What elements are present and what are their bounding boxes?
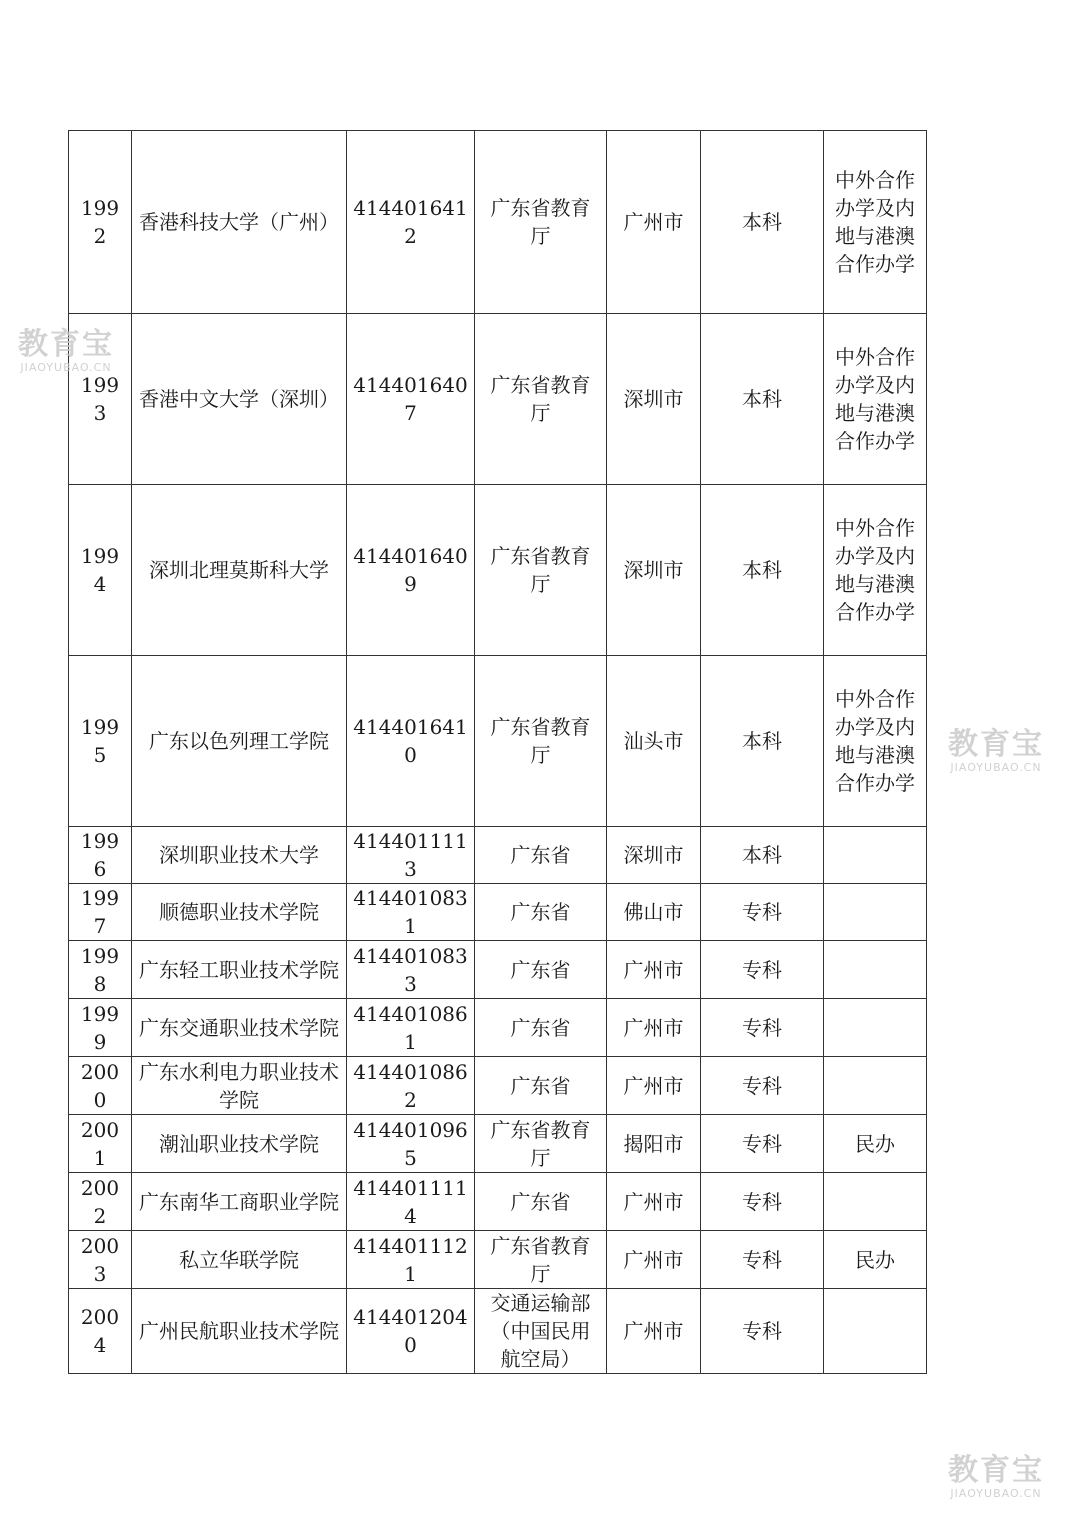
watermark-brand: 教育宝 bbox=[948, 1453, 1044, 1488]
note: 中外合作办学及内地与港澳合作办学 bbox=[824, 131, 927, 314]
school-code: 4144010862 bbox=[347, 1057, 475, 1115]
table-body bbox=[69, 131, 927, 1374]
school-name: 广东交通职业技术学院 bbox=[132, 999, 347, 1057]
row-index: 1996 bbox=[69, 827, 132, 884]
education-level: 专科 bbox=[701, 1289, 824, 1374]
table-row bbox=[69, 131, 927, 314]
watermark-logo bbox=[948, 728, 1044, 774]
row-index: 2002 bbox=[69, 1173, 132, 1231]
authority: 广东省 bbox=[475, 1173, 607, 1231]
note bbox=[824, 1057, 927, 1115]
authority: 广东省 bbox=[475, 999, 607, 1057]
note bbox=[824, 827, 927, 884]
education-level: 本科 bbox=[701, 131, 824, 314]
education-level: 专科 bbox=[701, 941, 824, 999]
note bbox=[824, 941, 927, 999]
table-row bbox=[69, 999, 927, 1057]
authority: 广东省教育厅 bbox=[475, 485, 607, 656]
note: 民办 bbox=[824, 1115, 927, 1173]
note: 民办 bbox=[824, 1231, 927, 1289]
row-index: 1992 bbox=[69, 131, 132, 314]
city: 广州市 bbox=[607, 1289, 701, 1374]
note bbox=[824, 999, 927, 1057]
watermark-logo bbox=[948, 1454, 1044, 1500]
watermark-brand: 教育宝 bbox=[948, 727, 1044, 762]
row-index: 2003 bbox=[69, 1231, 132, 1289]
education-level: 专科 bbox=[701, 1115, 824, 1173]
education-level: 专科 bbox=[701, 1173, 824, 1231]
education-level: 本科 bbox=[701, 314, 824, 485]
authority: 广东省教育厅 bbox=[475, 131, 607, 314]
education-level: 专科 bbox=[701, 1057, 824, 1115]
row-index: 1998 bbox=[69, 941, 132, 999]
watermark-brand: 教育宝 bbox=[18, 327, 114, 362]
school-code: 4144010831 bbox=[347, 884, 475, 941]
school-code: 4144016407 bbox=[347, 314, 475, 485]
city: 广州市 bbox=[607, 1057, 701, 1115]
authority: 广东省 bbox=[475, 1057, 607, 1115]
table-row bbox=[69, 314, 927, 485]
education-level: 本科 bbox=[701, 485, 824, 656]
school-code: 4144011121 bbox=[347, 1231, 475, 1289]
table-row bbox=[69, 1289, 927, 1374]
watermark-domain: JIAOYUBAO.CN bbox=[950, 761, 1042, 774]
school-name: 深圳北理莫斯科大学 bbox=[132, 485, 347, 656]
school-code: 4144010861 bbox=[347, 999, 475, 1057]
table-row bbox=[69, 485, 927, 656]
watermark-logo bbox=[18, 328, 114, 374]
row-index: 2004 bbox=[69, 1289, 132, 1374]
school-list-table bbox=[68, 130, 927, 1374]
education-level: 专科 bbox=[701, 1231, 824, 1289]
authority: 广东省教育厅 bbox=[475, 314, 607, 485]
school-name: 顺德职业技术学院 bbox=[132, 884, 347, 941]
school-code: 4144016409 bbox=[347, 485, 475, 656]
authority: 广东省 bbox=[475, 884, 607, 941]
watermark-domain: JIAOYUBAO.CN bbox=[950, 1487, 1042, 1500]
authority: 广东省教育厅 bbox=[475, 1231, 607, 1289]
school-code: 4144016410 bbox=[347, 656, 475, 827]
city: 深圳市 bbox=[607, 314, 701, 485]
school-name: 深圳职业技术大学 bbox=[132, 827, 347, 884]
school-name: 私立华联学院 bbox=[132, 1231, 347, 1289]
school-code: 4144010833 bbox=[347, 941, 475, 999]
city: 佛山市 bbox=[607, 884, 701, 941]
school-code: 4144016412 bbox=[347, 131, 475, 314]
school-name: 广州民航职业技术学院 bbox=[132, 1289, 347, 1374]
school-name: 潮汕职业技术学院 bbox=[132, 1115, 347, 1173]
authority: 广东省教育厅 bbox=[475, 1115, 607, 1173]
authority: 广东省 bbox=[475, 941, 607, 999]
school-code: 4144010965 bbox=[347, 1115, 475, 1173]
watermark-domain: JIAOYUBAO.CN bbox=[20, 361, 112, 374]
authority: 广东省 bbox=[475, 827, 607, 884]
city: 深圳市 bbox=[607, 827, 701, 884]
table-row bbox=[69, 1173, 927, 1231]
education-level: 本科 bbox=[701, 827, 824, 884]
table-row bbox=[69, 656, 927, 827]
school-name: 香港科技大学（广州） bbox=[132, 131, 347, 314]
city: 广州市 bbox=[607, 1231, 701, 1289]
note: 中外合作办学及内地与港澳合作办学 bbox=[824, 656, 927, 827]
row-index: 1993 bbox=[69, 314, 132, 485]
school-code: 4144011113 bbox=[347, 827, 475, 884]
table-row bbox=[69, 1057, 927, 1115]
education-level: 专科 bbox=[701, 884, 824, 941]
school-name: 香港中文大学（深圳） bbox=[132, 314, 347, 485]
authority: 交通运输部（中国民用航空局） bbox=[475, 1289, 607, 1374]
note: 中外合作办学及内地与港澳合作办学 bbox=[824, 314, 927, 485]
city: 广州市 bbox=[607, 1173, 701, 1231]
school-code: 4144012040 bbox=[347, 1289, 475, 1374]
city: 广州市 bbox=[607, 131, 701, 314]
row-index: 1997 bbox=[69, 884, 132, 941]
table-row bbox=[69, 1231, 927, 1289]
note bbox=[824, 884, 927, 941]
authority: 广东省教育厅 bbox=[475, 656, 607, 827]
note bbox=[824, 1289, 927, 1374]
table-row bbox=[69, 941, 927, 999]
row-index: 1994 bbox=[69, 485, 132, 656]
school-name: 广东南华工商职业学院 bbox=[132, 1173, 347, 1231]
note: 中外合作办学及内地与港澳合作办学 bbox=[824, 485, 927, 656]
city: 汕头市 bbox=[607, 656, 701, 827]
row-index: 2000 bbox=[69, 1057, 132, 1115]
school-code: 4144011114 bbox=[347, 1173, 475, 1231]
table-row bbox=[69, 827, 927, 884]
row-index: 1999 bbox=[69, 999, 132, 1057]
school-name: 广东水利电力职业技术学院 bbox=[132, 1057, 347, 1115]
education-level: 本科 bbox=[701, 656, 824, 827]
note bbox=[824, 1173, 927, 1231]
school-name: 广东以色列理工学院 bbox=[132, 656, 347, 827]
row-index: 2001 bbox=[69, 1115, 132, 1173]
city: 广州市 bbox=[607, 999, 701, 1057]
table-row bbox=[69, 1115, 927, 1173]
city: 广州市 bbox=[607, 941, 701, 999]
row-index: 1995 bbox=[69, 656, 132, 827]
city: 深圳市 bbox=[607, 485, 701, 656]
school-name: 广东轻工职业技术学院 bbox=[132, 941, 347, 999]
table-row bbox=[69, 884, 927, 941]
education-level: 专科 bbox=[701, 999, 824, 1057]
city: 揭阳市 bbox=[607, 1115, 701, 1173]
